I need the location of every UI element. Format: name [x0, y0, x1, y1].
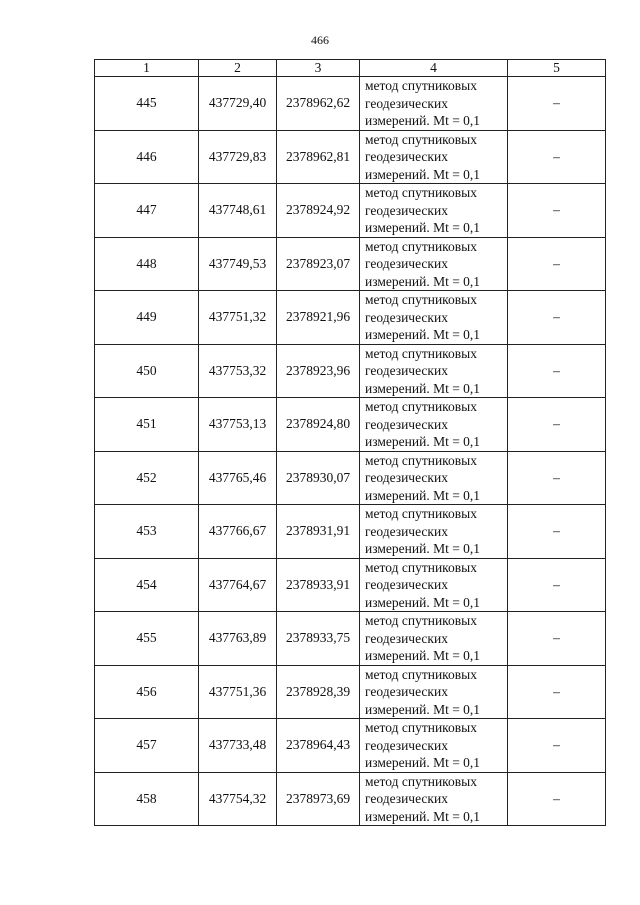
method-line: метод спутниковых [365, 666, 477, 682]
table-header [95, 60, 606, 77]
y-coordinate-cell: 2378933,91 [277, 558, 360, 612]
column-header-4: 4 [360, 60, 508, 77]
y-coordinate-cell: 2378964,43 [277, 719, 360, 773]
y-coordinate-cell: 2378973,69 [277, 772, 360, 826]
y-coordinate-cell: 2378933,75 [277, 612, 360, 666]
method-line: измерений. Mt = 0,1 [365, 594, 481, 610]
method-line: измерений. Mt = 0,1 [365, 434, 481, 449]
y-coordinate-cell: 2378923,07 [277, 237, 360, 291]
method-line: метод спутниковых [365, 78, 477, 93]
note-cell: – [508, 451, 606, 505]
method-cell [360, 505, 508, 559]
note-cell: – [508, 398, 606, 452]
method-line: измерений. Mt = 0,1 [365, 808, 481, 824]
x-coordinate-cell: 437753,32 [199, 344, 277, 398]
method-line: метод спутниковых [365, 238, 477, 254]
point-number-cell: 457 [95, 719, 199, 773]
y-coordinate-cell: 2378923,96 [277, 344, 360, 398]
x-coordinate-cell: 437729,40 [199, 77, 277, 131]
x-coordinate-cell: 437754,32 [199, 772, 277, 826]
page-number: 466 [311, 33, 329, 47]
method-line: геодезических [365, 684, 448, 699]
table-row [95, 130, 606, 184]
x-coordinate-cell: 437753,13 [199, 398, 277, 452]
point-number-cell: 454 [95, 558, 199, 612]
note-cell: – [508, 77, 606, 131]
x-coordinate-cell: 437763,89 [199, 612, 277, 666]
method-cell [360, 558, 508, 612]
method-line: метод спутниковых [365, 185, 477, 200]
method-line: метод спутниковых [365, 345, 477, 361]
method-line: метод спутниковых [365, 773, 477, 789]
y-coordinate-cell: 2378931,91 [277, 505, 360, 559]
method-cell [360, 184, 508, 238]
note-cell: – [508, 772, 606, 826]
x-coordinate-cell: 437765,46 [199, 451, 277, 505]
table-row [95, 291, 606, 345]
method-line: измерений. Mt = 0,1 [365, 327, 481, 342]
note-cell: – [508, 505, 606, 559]
x-coordinate-cell: 437766,67 [199, 505, 277, 559]
method-line: метод спутниковых [365, 506, 477, 521]
method-line: геодезических [365, 523, 448, 539]
method-line: геодезических [365, 791, 448, 806]
y-coordinate-cell: 2378924,80 [277, 398, 360, 452]
method-line: измерений. Mt = 0,1 [365, 380, 481, 396]
table-row [95, 558, 606, 612]
method-line: геодезических [365, 630, 448, 646]
x-coordinate-cell: 437751,36 [199, 665, 277, 719]
table-body [95, 77, 606, 826]
method-line: геодезических [365, 416, 448, 432]
table-row [95, 344, 606, 398]
y-coordinate-cell: 2378924,92 [277, 184, 360, 238]
method-line: измерений. Mt = 0,1 [365, 166, 481, 182]
note-cell: – [508, 130, 606, 184]
table-row [95, 665, 606, 719]
method-line: метод спутниковых [365, 720, 477, 735]
y-coordinate-cell: 2378921,96 [277, 291, 360, 345]
column-header-1: 1 [95, 60, 199, 77]
method-cell [360, 291, 508, 345]
table-row [95, 612, 606, 666]
table-row [95, 719, 606, 773]
column-header-2: 2 [199, 60, 277, 77]
method-line: метод спутниковых [365, 613, 477, 628]
method-line: геодезических [365, 363, 448, 378]
method-line: измерений. Mt = 0,1 [365, 541, 481, 556]
point-number-cell: 445 [95, 77, 199, 131]
method-cell [360, 344, 508, 398]
method-cell [360, 451, 508, 505]
method-cell [360, 612, 508, 666]
point-number-cell: 453 [95, 505, 199, 559]
method-line: метод спутниковых [365, 559, 477, 575]
method-line: геодезических [365, 577, 448, 592]
method-line: измерений. Mt = 0,1 [365, 113, 481, 128]
note-cell: – [508, 184, 606, 238]
point-number-cell: 451 [95, 398, 199, 452]
point-number-cell: 446 [95, 130, 199, 184]
note-cell: – [508, 665, 606, 719]
table-row [95, 451, 606, 505]
table-row [95, 772, 606, 826]
table-row [95, 77, 606, 131]
x-coordinate-cell: 437729,83 [199, 130, 277, 184]
method-cell [360, 130, 508, 184]
method-cell [360, 237, 508, 291]
method-line: измерений. Mt = 0,1 [365, 701, 481, 717]
x-coordinate-cell: 437733,48 [199, 719, 277, 773]
table-row [95, 237, 606, 291]
x-coordinate-cell: 437749,53 [199, 237, 277, 291]
method-cell [360, 772, 508, 826]
header-row [95, 60, 606, 77]
column-header-5: 5 [508, 60, 606, 77]
column-header-3: 3 [277, 60, 360, 77]
y-coordinate-cell: 2378930,07 [277, 451, 360, 505]
method-cell [360, 77, 508, 131]
method-line: геодезических [365, 737, 448, 753]
method-line: измерений. Mt = 0,1 [365, 273, 481, 289]
method-cell [360, 665, 508, 719]
point-number-cell: 455 [95, 612, 199, 666]
table-row [95, 398, 606, 452]
y-coordinate-cell: 2378962,81 [277, 130, 360, 184]
method-line: измерений. Mt = 0,1 [365, 487, 481, 503]
note-cell: – [508, 291, 606, 345]
point-number-cell: 456 [95, 665, 199, 719]
method-line: метод спутниковых [365, 452, 477, 468]
x-coordinate-cell: 437748,61 [199, 184, 277, 238]
point-number-cell: 448 [95, 237, 199, 291]
x-coordinate-cell: 437751,32 [199, 291, 277, 345]
method-line: измерений. Mt = 0,1 [365, 648, 481, 663]
point-number-cell: 449 [95, 291, 199, 345]
note-cell: – [508, 344, 606, 398]
method-line: геодезических [365, 149, 448, 164]
point-number-cell: 458 [95, 772, 199, 826]
method-cell [360, 398, 508, 452]
note-cell: – [508, 612, 606, 666]
method-cell [360, 719, 508, 773]
note-cell: – [508, 719, 606, 773]
note-cell: – [508, 558, 606, 612]
method-line: геодезических [365, 202, 448, 218]
method-line: измерений. Mt = 0,1 [365, 220, 481, 235]
coordinates-table [94, 59, 606, 826]
y-coordinate-cell: 2378928,39 [277, 665, 360, 719]
method-line: измерений. Mt = 0,1 [365, 755, 481, 770]
method-line: геодезических [365, 95, 448, 111]
table-row [95, 184, 606, 238]
method-line: метод спутниковых [365, 131, 477, 147]
method-line: геодезических [365, 256, 448, 271]
y-coordinate-cell: 2378962,62 [277, 77, 360, 131]
x-coordinate-cell: 437764,67 [199, 558, 277, 612]
method-line: геодезических [365, 309, 448, 325]
point-number-cell: 450 [95, 344, 199, 398]
table-row [95, 505, 606, 559]
method-line: геодезических [365, 470, 448, 485]
point-number-cell: 452 [95, 451, 199, 505]
point-number-cell: 447 [95, 184, 199, 238]
note-cell: – [508, 237, 606, 291]
method-line: метод спутниковых [365, 292, 477, 307]
method-line: метод спутниковых [365, 399, 477, 414]
